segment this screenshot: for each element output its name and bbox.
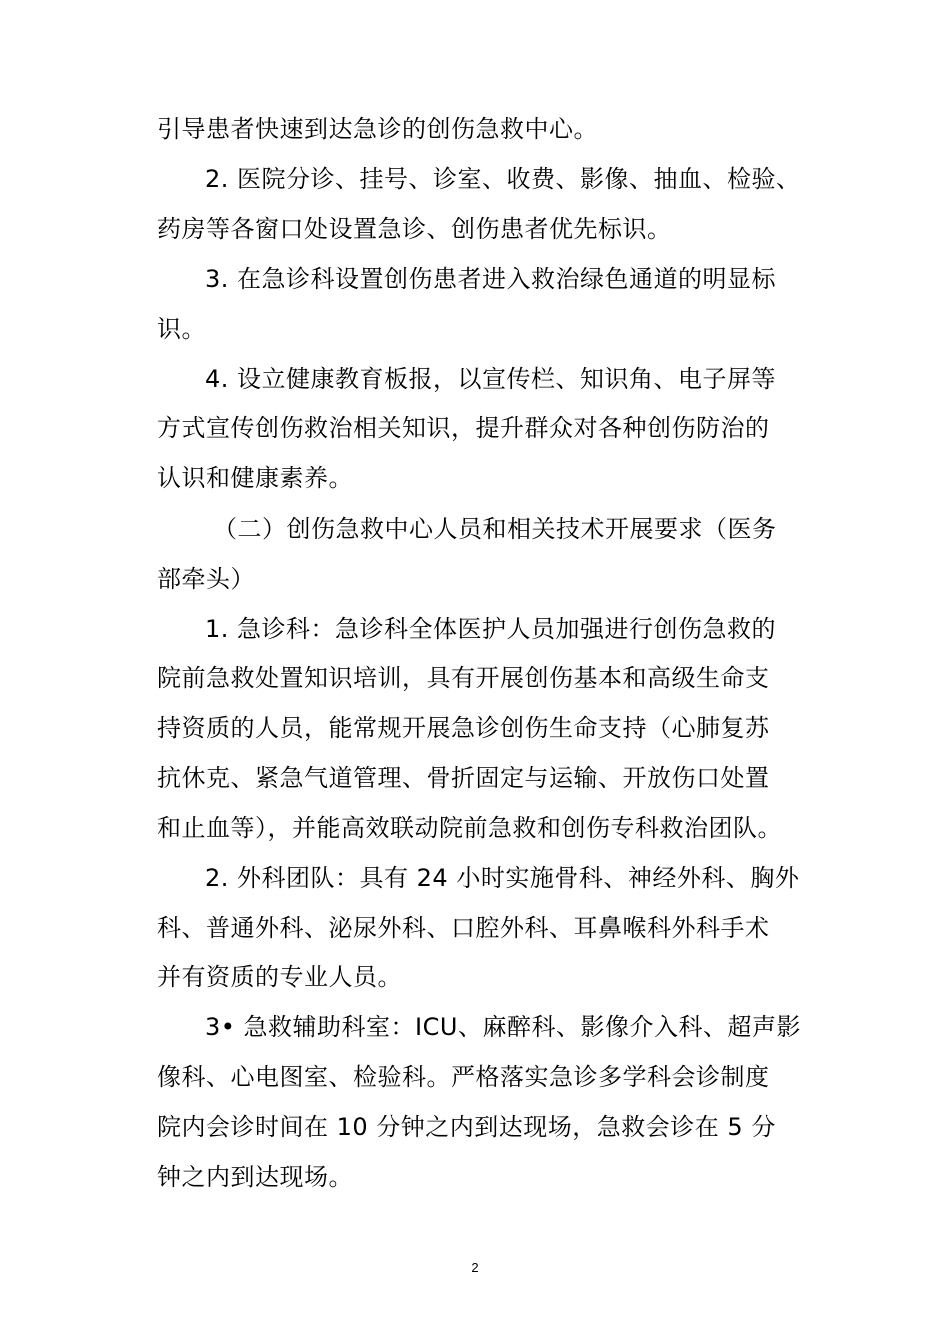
section-heading-continued: 部牵头） [157,565,255,593]
text-line: 引导患者快速到达急诊的创伤急救中心。 [157,115,598,143]
section-heading: （二）创伤急救中心人员和相关技术开展要求（医务 [213,515,777,543]
text-line: 1. 急诊科：急诊科全体医护人员加强进行创伤急救的 [205,615,777,643]
text-line: 3. 在急诊科设置创伤患者进入救治绿色通道的明显标 [205,265,777,293]
page-number: 2 [471,1260,479,1275]
text-line: 4. 设立健康教育板报，以宣传栏、知识角、电子屏等 [205,365,777,393]
text-line: 科、普通外科、泌尿外科、口腔外科、耳鼻喉科外科手术 [157,914,770,942]
text-line: 和止血等），并能高效联动院前急救和创伤专科救治团队。 [157,814,782,842]
text-line: 识。 [157,315,206,343]
text-line: 院内会诊时间在 10 分钟之内到达现场，急救会诊在 5 分 [157,1113,776,1141]
text-line: 方式宣传创伤救治相关知识，提升群众对各种创伤防治的 [157,414,770,442]
text-line: 药房等各窗口处设置急诊、创伤患者优先标识。 [157,215,672,243]
text-line: 院前急救处置知识培训，具有开展创伤基本和高级生命支 [157,664,770,692]
text-line: 持资质的人员，能常规开展急诊创伤生命支持（心肺复苏 [157,714,770,742]
text-line: 2. 医院分诊、挂号、诊室、收费、影像、抽血、检验、 [205,165,801,193]
text-line: 钟之内到达现场。 [157,1163,353,1191]
text-line: 2. 外科团队：具有 24 小时实施骨科、神经外科、胸外 [205,864,800,892]
text-line: 并有资质的专业人员。 [157,963,402,991]
text-line: 3• 急救辅助科室：ICU、麻醉科、影像介入科、超声影 [205,1013,801,1041]
text-line: 抗休克、紧急气道管理、骨折固定与运输、开放伤口处置 [157,764,770,792]
text-line: 认识和健康素养。 [157,464,353,492]
text-line: 像科、心电图室、检验科。严格落实急诊多学科会诊制度 [157,1063,770,1091]
